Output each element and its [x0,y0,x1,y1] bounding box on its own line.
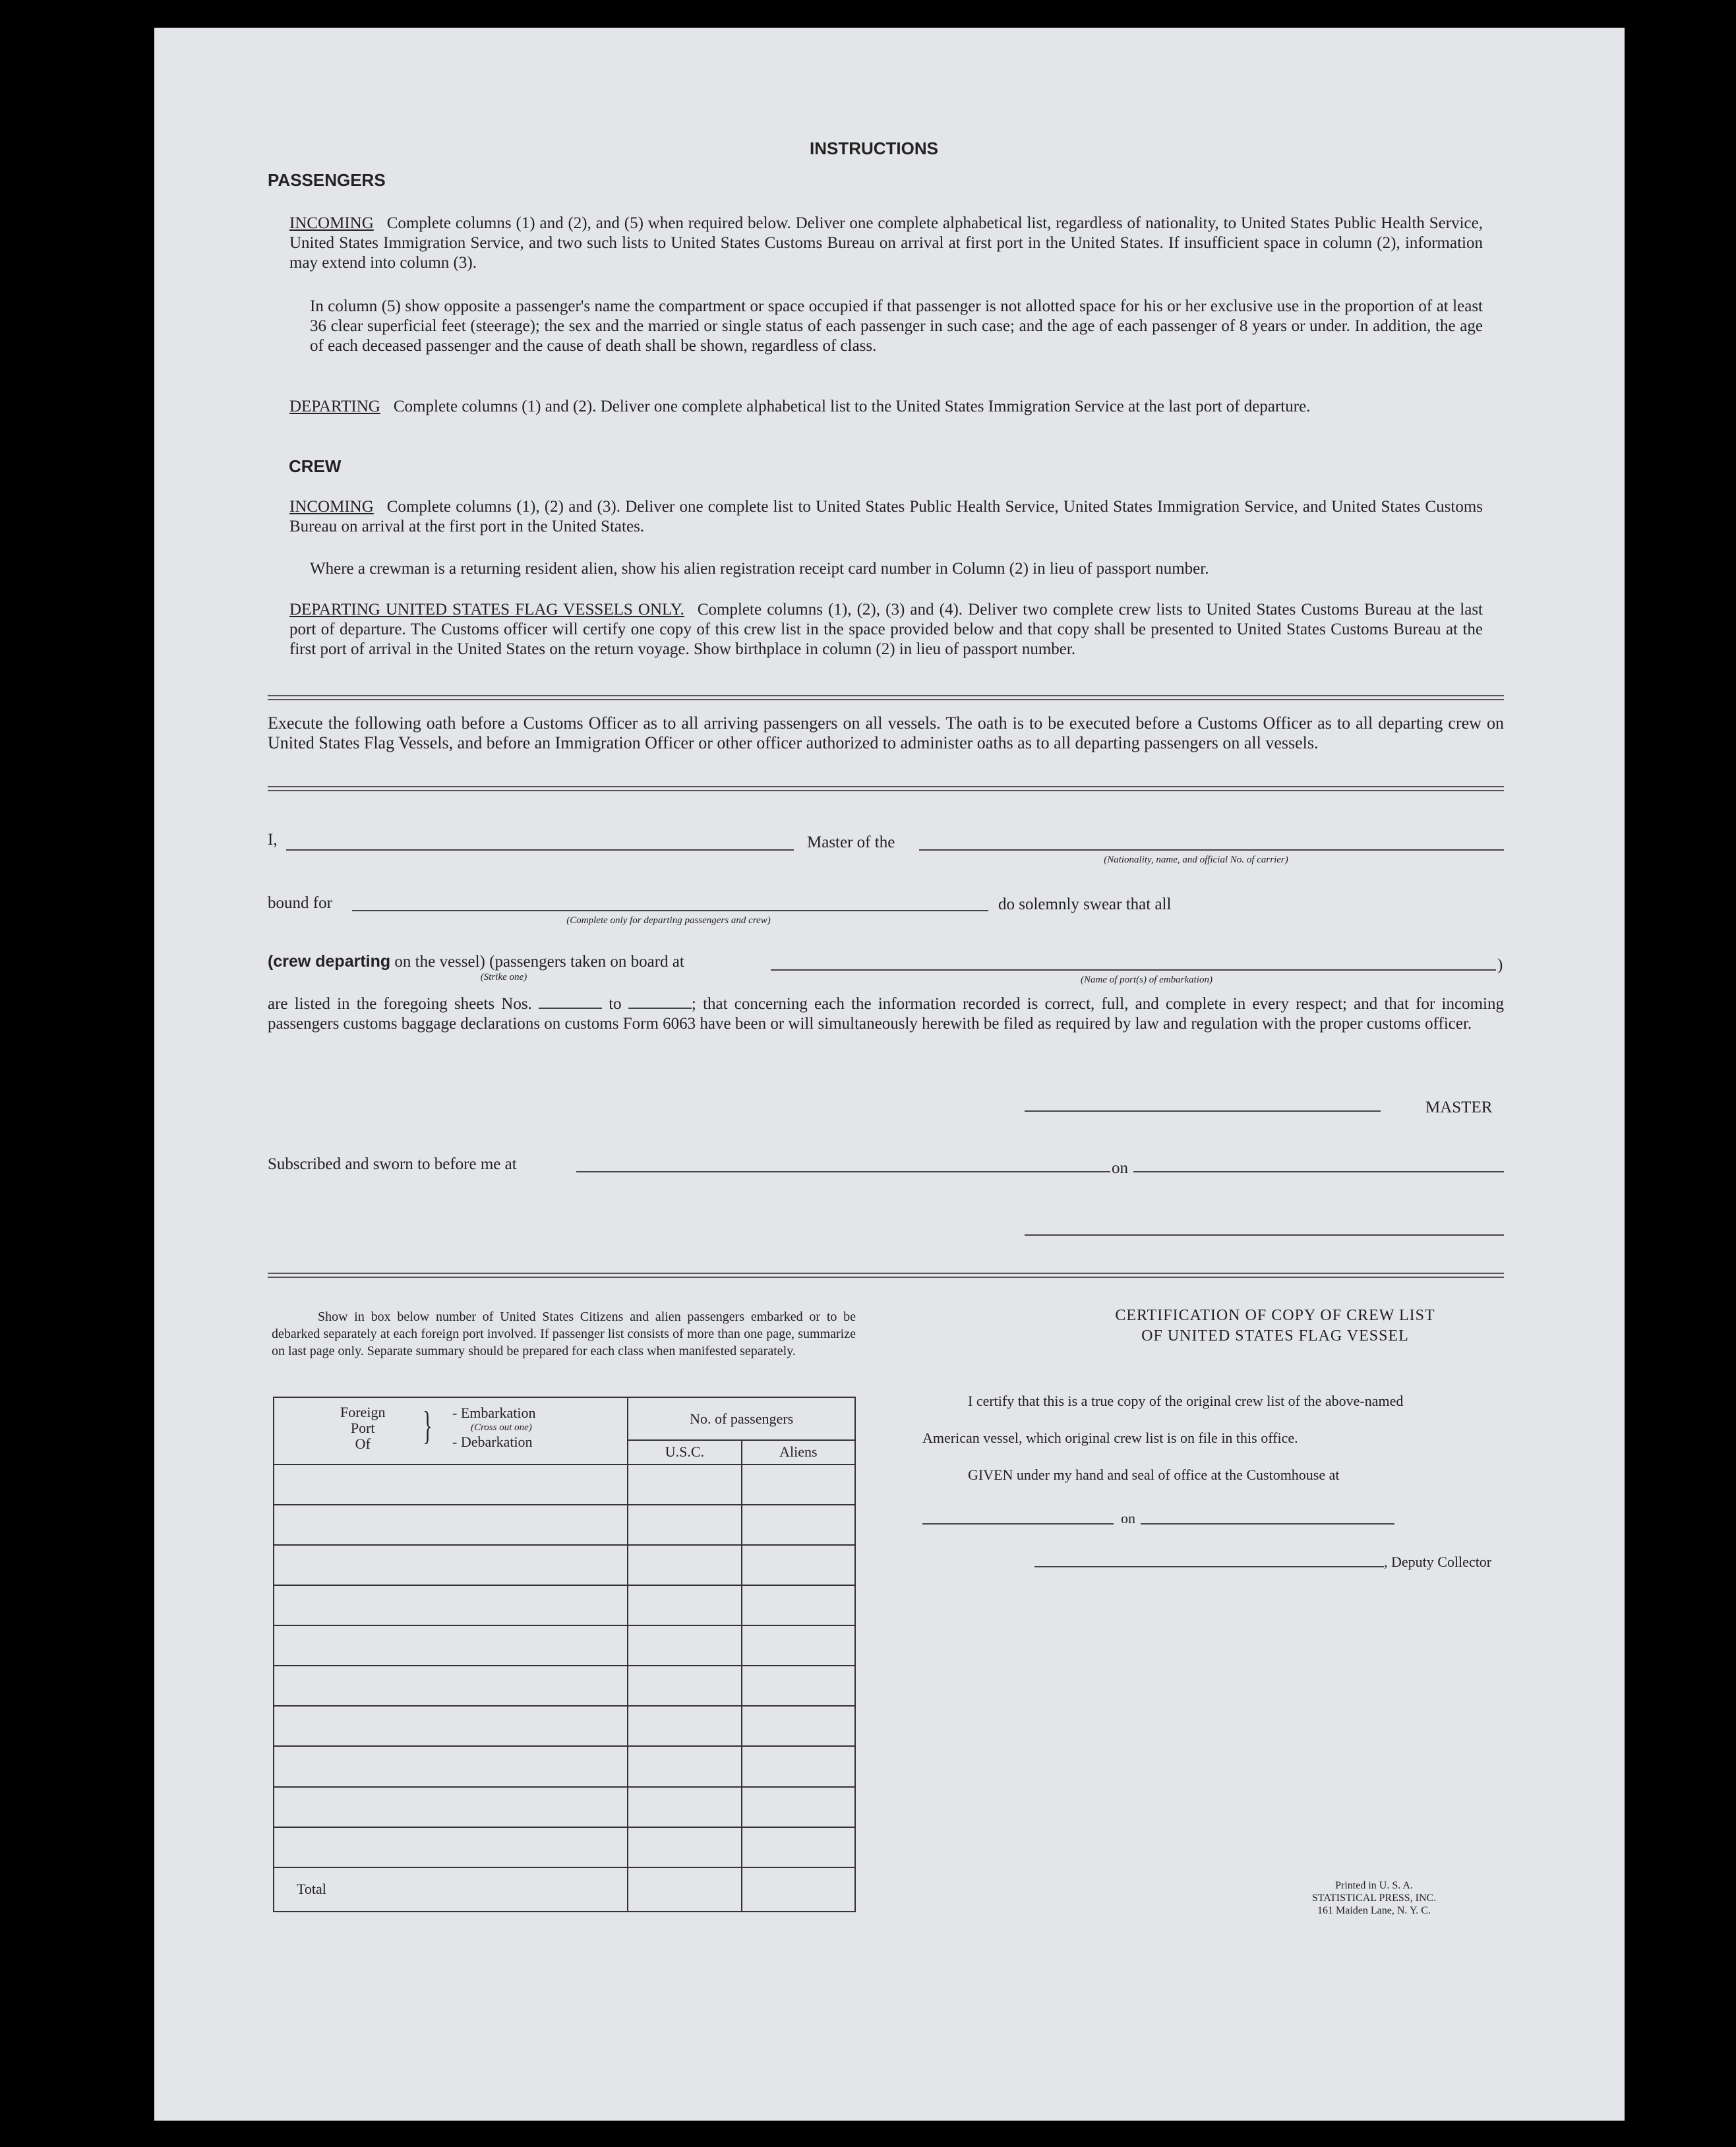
passengers-incoming-label: INCOMING [289,214,374,232]
page-title: INSTRUCTIONS [810,138,938,158]
divider [268,695,1504,700]
of-word: Of [355,1436,371,1452]
port-word: Port [350,1420,375,1436]
embark-debark-options [452,1406,535,1449]
divider [268,786,1504,791]
sworn-date-field[interactable] [1133,1171,1504,1172]
carrier-field[interactable] [919,849,1504,851]
master-of-label: Master of the [807,833,895,851]
port-cell[interactable] [274,1787,628,1827]
passengers-departing-instruction [289,397,1483,417]
subscribed-label: Subscribed and sworn to before me at [268,1155,517,1173]
passenger-summary-table [273,1397,856,1912]
master-name-field[interactable] [286,849,794,851]
certification-title-line1: CERTIFICATION OF COPY OF CREW LIST [1115,1307,1435,1324]
passengers-incoming-instruction [289,214,1483,273]
on-vessel-text: on the vessel) [394,953,485,971]
crew-heading: CREW [289,456,342,476]
summary-row [274,1465,855,1505]
given-line: GIVEN under my hand and seal of office at the Customhouse at [968,1467,1340,1483]
summary-row [274,1706,855,1746]
swear-label: do solemnly swear that all [998,895,1172,913]
customhouse-field[interactable] [922,1523,1114,1525]
master-label: MASTER [1425,1099,1493,1116]
passengers-heading: PASSENGERS [268,170,386,190]
crew-departing-text: Complete columns (1), (2), (3) and (4). Deliver two complete crew lists to United States Customs Bureau at the last port of departure. The Customs officer will certify one copy of this crew list in the space provided below and that copy shall be presented to United States Customs Bureau at the first port of arrival in the United States on the return voyage. Show birthplace in column (2) in lieu of passport number. [289,601,1483,658]
port-cell[interactable] [274,1625,628,1666]
printer-imprint [1275,1879,1473,1917]
form-page [154,28,1625,2121]
no-of-passengers-header: No. of passengers [628,1397,855,1440]
imprint-line2: STATISTICAL PRESS, INC. [1311,1892,1437,1904]
usc-cell[interactable] [628,1827,741,1867]
usc-cell[interactable] [628,1585,741,1625]
close-paren: ) [1497,956,1503,974]
aliens-cell[interactable] [742,1746,855,1786]
certification-title-line2: OF UNITED STATES FLAG VESSEL [1141,1327,1409,1345]
aliens-cell[interactable] [742,1706,855,1746]
total-label: Total [274,1867,628,1912]
total-row [274,1867,855,1912]
usc-cell[interactable] [628,1505,741,1545]
aliens-cell[interactable] [742,1666,855,1706]
port-cell[interactable] [274,1746,628,1786]
summary-row [274,1545,855,1585]
usc-cell[interactable] [628,1625,741,1666]
summary-row [274,1746,855,1786]
imprint-line3: 161 Maiden Lane, N. Y. C. [1317,1905,1431,1916]
passengers-incoming-text: Complete columns (1) and (2), and (5) when required below. Deliver one complete alphabetical list, regardless of nationality, to United States Public Health Service, United States Immigration Service, and two such lists to United States Customs Bureau on arrival at first port in the United States. If insufficient space in column (2), information may extend into column (3). [289,214,1483,272]
master-signature-field[interactable] [1025,1110,1381,1112]
cert-date-field[interactable] [1141,1523,1394,1525]
imprint-line1: Printed in U. S. A. [1335,1880,1413,1891]
crew-incoming-instruction [289,497,1483,537]
usc-total-cell[interactable] [628,1867,741,1912]
sheet-from-field[interactable] [539,1008,602,1009]
port-cell[interactable] [274,1585,628,1625]
summary-row [274,1787,855,1827]
summary-row [274,1666,855,1706]
aliens-cell[interactable] [742,1625,855,1666]
to-label: to [609,995,622,1013]
passengers-departing-label: DEPARTING [289,398,380,415]
summary-instructions: Show in box below number of United States Citizens and alien passengers embarked or to be debarked separately at each foreign port involved. If passenger list consists of more than one page, summarize on last page only. Separate summary should be prepared for each class when manifested separately. [272,1310,856,1358]
aliens-cell[interactable] [742,1465,855,1505]
passengers-taken-option[interactable]: (passengers taken on board at [489,953,684,971]
summary-row [274,1505,855,1545]
summary-row [274,1827,855,1867]
divider [268,1273,1504,1278]
listed-rest-text: ; that concerning each the information recorded is correct, full, and complete in every respect; and that for incoming passengers customs baggage declarations on customs Form 6063 have been or will simultaneously herewith be filed as required by law and regulation with the proper customs officer. [268,995,1504,1033]
bound-for-caption: (Complete only for departing passengers and crew) [566,915,771,926]
port-cell[interactable] [274,1465,628,1505]
oath-intro: Execute the following oath before a Customs Officer as to all arriving passengers on all vessels. The oath is to be executed before a Customs Officer as to all departing crew on United States Flag Vessels, and before an Immigration Officer or other officer authorized to administer oaths as to all departing passengers on all vessels. [268,713,1504,752]
crew-departing-option[interactable]: (crew departing [268,952,391,971]
port-header [274,1397,628,1465]
crew-departing-instruction [289,600,1483,659]
port-cell[interactable] [274,1706,628,1746]
usc-cell[interactable] [628,1787,741,1827]
carrier-caption: (Nationality, name, and official No. of carrier) [1104,855,1288,865]
usc-cell[interactable] [628,1666,741,1706]
summary-row [274,1585,855,1625]
cross-out-caption: (Cross out one) [471,1422,532,1433]
strike-caption: (Strike one) [480,972,527,983]
aliens-cell[interactable] [742,1585,855,1625]
aliens-cell[interactable] [742,1787,855,1827]
column5-instruction: In column (5) show opposite a passenger's name the compartment or space occupied if that passenger is not allotted space for his or her exclusive use in the proportion of at least 36 clear superficial feet (steerage); the sex and the married or single status of each passenger in such case; and the age of each passenger of 8 years or under. In addition, the age of each deceased passenger and the cause of death shall be shown, regardless of class. [310,297,1483,355]
listed-start-text: are listed in the foregoing sheets Nos. [268,995,532,1013]
usc-cell[interactable] [628,1706,741,1746]
oath-statement [268,994,1504,1034]
crew-incoming-label: INCOMING [289,498,374,516]
port-cell[interactable] [274,1545,628,1585]
certify-line1: I certify that this is a true copy of the original crew list of the above-named [968,1393,1404,1409]
summary-row [274,1625,855,1666]
crew-departing-label: DEPARTING UNITED STATES FLAG VESSELS ONLY. [289,601,684,619]
deputy-signature-field[interactable] [1034,1566,1384,1567]
port-cell[interactable] [274,1505,628,1545]
aliens-header: Aliens [742,1440,855,1465]
foreign-word: Foreign [340,1404,386,1420]
usc-cell[interactable] [628,1746,741,1786]
sheet-to-field[interactable] [628,1008,692,1009]
strike-one-line [268,952,684,971]
aliens-cell[interactable] [742,1505,855,1545]
bound-for-field[interactable] [352,910,988,911]
sworn-on-label: on [1112,1159,1128,1177]
resident-alien-instruction: Where a crewman is a returning resident alien, show his alien registration receipt card number in Column (2) in lieu of passport number. [310,560,1209,578]
oath-i-label: I, [268,831,278,849]
brace-icon: } [423,1404,433,1447]
aliens-cell[interactable] [742,1545,855,1585]
bound-for-label: bound for [268,894,332,912]
aliens-total-cell[interactable] [742,1867,855,1912]
embarkation-option[interactable]: - Embarkation [452,1405,536,1421]
foreign-port-of-label [340,1405,385,1452]
debarkation-option[interactable]: - Debarkation [452,1434,533,1450]
deputy-collector-label: , Deputy Collector [1384,1554,1492,1570]
ports-caption: (Name of port(s) of embarkation) [1081,975,1212,985]
cert-on-label: on [1121,1510,1135,1527]
sworn-place-field[interactable] [576,1171,1110,1172]
usc-cell[interactable] [628,1545,741,1585]
certify-line2: American vessel, which original crew list is on file in this office. [922,1430,1298,1446]
certification-title [998,1306,1552,1346]
passengers-departing-text: Complete columns (1) and (2). Deliver one complete alphabetical list to the United States Immigration Service at the last port of departure. [393,398,1311,415]
port-cell[interactable] [274,1827,628,1867]
aliens-cell[interactable] [742,1827,855,1867]
embarkation-port-field[interactable] [771,969,1496,971]
port-cell[interactable] [274,1666,628,1706]
officer-signature-field[interactable] [1025,1234,1504,1236]
usc-header: U.S.C. [628,1440,741,1465]
crew-incoming-text: Complete columns (1), (2) and (3). Deliver one complete list to United States Public Health Service, United States Immigration Service, and United States Customs Bureau on arrival at the first port in the United States. [289,498,1483,535]
usc-cell[interactable] [628,1465,741,1505]
